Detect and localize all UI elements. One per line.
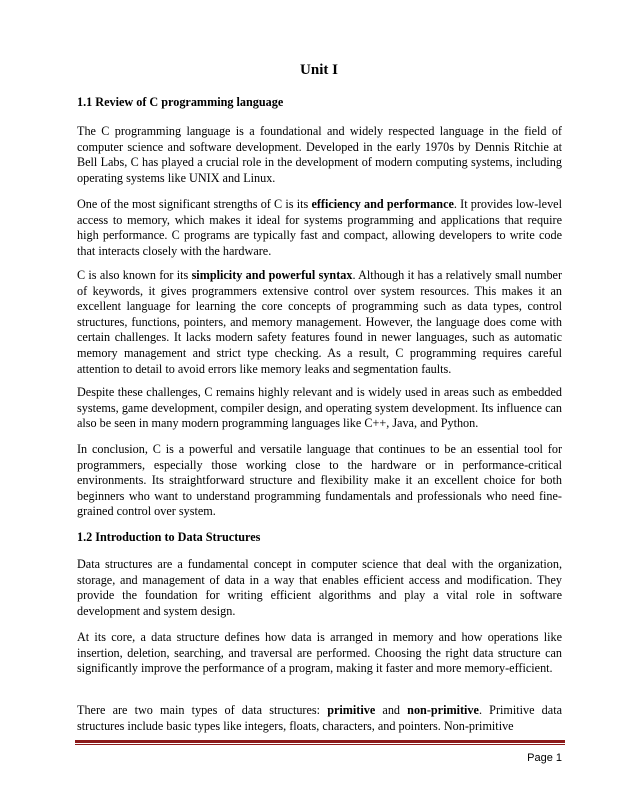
paragraph-c-conclusion: In conclusion, C is a powerful and versatile language that continues to be an essential tool for programmers, especially those working close to the hardware or in performance-critical environments. Its straightforward structure and flexibility make it an excellent choice for both beginners who want to understand programming fundamentals and professionals who need fine-grained control over system.: [77, 442, 562, 519]
paragraph-text: C is also known for its: [77, 268, 192, 282]
paragraph-c-syntax: [77, 268, 562, 377]
paragraph-text: There are two main types of data structures:: [77, 703, 328, 717]
bold-phrase: efficiency and performance: [311, 197, 454, 211]
paragraph-ds-types: [77, 703, 562, 734]
section-heading-1-1: 1.1 Review of C programming language: [77, 95, 284, 109]
paragraph-text: One of the most significant strengths of C is its: [77, 197, 312, 211]
section-heading-1-2: 1.2 Introduction to Data Structures: [77, 530, 261, 544]
page-title: Unit I: [300, 62, 338, 78]
footer-rule-thick: [75, 740, 565, 743]
paragraph-text: . It provides low-level access to memory, which makes it ideal for systems programming and applications that require high performance. C programs are typically fast and compact, allowing developers to write code that interacts closely with the hardware.: [77, 197, 562, 258]
bold-phrase: simplicity and powerful syntax: [191, 268, 353, 282]
footer-rule-thin: [75, 744, 565, 745]
page-number: Page 1: [527, 752, 562, 764]
paragraph-text: and: [375, 703, 408, 717]
paragraph-c-efficiency: [77, 197, 562, 259]
bold-phrase: non-primitive: [407, 703, 479, 717]
paragraph-c-intro: The C programming language is a foundational and widely respected language in the field of computer science and software development. Developed in the early 1970s by Dennis Ritchie at Bell Labs, C has played a crucial role in the development of modern computing systems, including operating systems like UNIX and Linux.: [77, 124, 562, 185]
paragraph-text: . Primitive data structures include basic types like integers, floats, characters, and pointers. Non-primitive: [77, 703, 562, 733]
bold-phrase: primitive: [327, 703, 376, 717]
paragraph-ds-intro: Data structures are a fundamental concept in computer science that deal with the organization, storage, and management of data in a way that enables efficient access and modification. They provide the foundation for writing efficient algorithms and play a vital role in software development and system design.: [77, 557, 562, 618]
paragraph-ds-core: At its core, a data structure defines how data is arranged in memory and how operations like insertion, deletion, searching, and traversal are performed. Choosing the right data structure can significantly improve the performance of a program, making it faster and more memory-efficient.: [77, 630, 562, 676]
paragraph-c-relevance: Despite these challenges, C remains highly relevant and is widely used in areas such as embedded systems, game development, compiler design, and operating system development. Its influence can also be seen in many modern programming languages like C++, Java, and Python.: [77, 385, 562, 431]
paragraph-text: . Although it has a relatively small number of keywords, it gives programmers extensive control over system resources. This makes it an excellent language for learning the core concepts of programming such as data types, control structures, functions, pointers, and memory management. However, the language does come with certain challenges. It lacks modern safety features found in newer languages, such as automatic memory management and strict type checking. As a result, C programming requires careful attention to detail to avoid errors like memory leaks and segmentation faults.: [77, 268, 562, 376]
